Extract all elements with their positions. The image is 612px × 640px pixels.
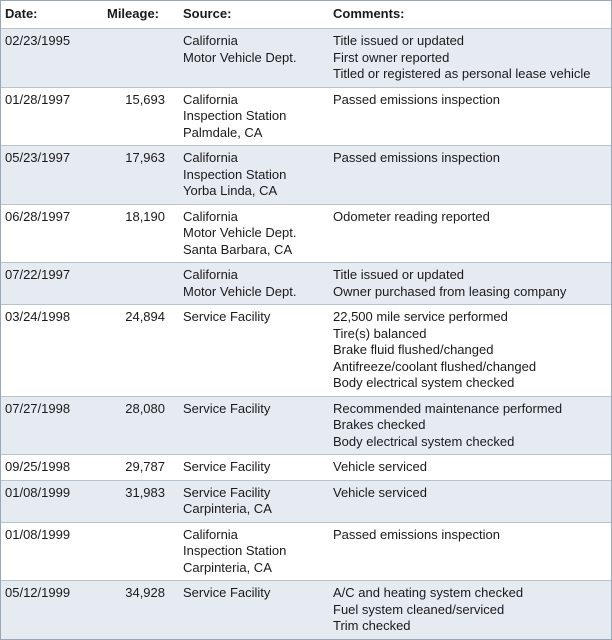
source-line: California [183, 526, 238, 542]
cell-date: 07/27/1998 [1, 396, 87, 455]
comment-line: Titled or registered as personal lease vehicle [333, 66, 591, 81]
comment-line: Recommended maintenance performed [333, 400, 563, 416]
table-header [1, 1, 611, 29]
comment-line: First owner reported [333, 49, 450, 65]
comment-line: Passed emissions inspection [333, 91, 500, 107]
cell-mileage: 17,963 [87, 146, 173, 205]
cell-mileage: 28,080 [87, 396, 173, 455]
comment-line: Passed emissions inspection [333, 150, 500, 165]
comment-line: Vehicle serviced [333, 484, 427, 500]
cell-date: 05/12/1999 [1, 581, 87, 640]
cell-date: 01/08/1999 [1, 522, 87, 581]
cell-mileage: 24,894 [87, 305, 173, 397]
source-line: California [183, 208, 238, 224]
comment-line: Antifreeze/coolant flushed/changed [333, 358, 537, 374]
cell-mileage: 29,787 [87, 455, 173, 481]
cell-mileage [87, 522, 173, 581]
table-row [1, 29, 611, 88]
table-row [1, 522, 611, 581]
cell-source [173, 455, 321, 481]
source-line: California [183, 150, 238, 165]
cell-date: 07/22/1997 [1, 263, 87, 305]
table-row [1, 455, 611, 481]
source-line: California [183, 91, 238, 107]
comment-line: Title issued or updated [333, 267, 465, 282]
cell-date: 03/24/1998 [1, 305, 87, 397]
table-row [1, 396, 611, 455]
comment-line: 22,500 mile service performed [333, 309, 508, 324]
cell-date: 02/23/1995 [1, 29, 87, 88]
cell-comments [321, 263, 611, 305]
source-line: Service Facility [183, 484, 271, 500]
cell-comments [321, 455, 611, 481]
comment-line: Brake fluid flushed/changed [333, 342, 494, 357]
cell-mileage [87, 263, 173, 305]
cell-comments [321, 204, 611, 263]
cell-comments [321, 87, 611, 146]
cell-date: 01/28/1997 [1, 87, 87, 146]
cell-source [173, 204, 321, 263]
cell-mileage: 34,928 [87, 581, 173, 640]
table-row [1, 305, 611, 397]
cell-date: 09/25/1998 [1, 455, 87, 481]
source-line: Motor Vehicle Dept. [183, 49, 297, 65]
source-line: Service Facility [183, 400, 271, 416]
comment-line: Brakes checked [333, 417, 426, 432]
table-row [1, 480, 611, 522]
source-line: California [183, 267, 238, 282]
source-line: Service Facility [183, 309, 271, 324]
comment-line: Body electrical system checked [333, 375, 515, 390]
header-comments: Comments: [321, 1, 611, 29]
comment-line: Body electrical system checked [333, 433, 515, 449]
cell-source [173, 263, 321, 305]
cell-comments [321, 480, 611, 522]
source-line: Motor Vehicle Dept. [183, 283, 297, 299]
source-line: Motor Vehicle Dept. [183, 225, 297, 240]
source-line: California [183, 33, 238, 48]
cell-comments [321, 396, 611, 455]
cell-comments [321, 305, 611, 397]
cell-date: 06/28/1997 [1, 204, 87, 263]
cell-date: 05/23/1997 [1, 146, 87, 205]
source-line: Palmdale, CA [183, 124, 263, 140]
header-row [1, 1, 611, 29]
cell-source [173, 146, 321, 205]
source-line: Carpinteria, CA [183, 501, 272, 516]
cell-source [173, 396, 321, 455]
table-row [1, 146, 611, 205]
cell-mileage: 31,983 [87, 480, 173, 522]
comment-line: Trim checked [333, 618, 411, 633]
source-line: Inspection Station [183, 166, 287, 182]
comment-line: Owner purchased from leasing company [333, 283, 567, 299]
cell-mileage [87, 29, 173, 88]
cell-comments [321, 522, 611, 581]
cell-comments [321, 146, 611, 205]
table-row [1, 87, 611, 146]
vehicle-history-table [1, 1, 611, 640]
cell-mileage: 18,190 [87, 204, 173, 263]
table-row [1, 581, 611, 640]
table-row [1, 263, 611, 305]
cell-source [173, 522, 321, 581]
source-line: Inspection Station [183, 543, 287, 558]
comment-line: Passed emissions inspection [333, 526, 500, 542]
comment-line: Fuel system cleaned/serviced [333, 601, 505, 617]
comment-line: Odometer reading reported [333, 208, 490, 224]
header-mileage: Mileage: [87, 1, 173, 29]
cell-comments [321, 29, 611, 88]
cell-source [173, 480, 321, 522]
comment-line: Tire(s) balanced [333, 325, 427, 341]
cell-source [173, 29, 321, 88]
header-date: Date: [1, 1, 87, 29]
comment-line: Vehicle serviced [333, 459, 427, 474]
source-line: Inspection Station [183, 108, 287, 123]
comment-line: Title issued or updated [333, 33, 465, 48]
cell-source [173, 305, 321, 397]
source-line: Yorba Linda, CA [183, 183, 278, 198]
cell-mileage: 15,693 [87, 87, 173, 146]
cell-source [173, 581, 321, 640]
header-source: Source: [173, 1, 321, 29]
cell-comments [321, 581, 611, 640]
comment-line: A/C and heating system checked [333, 585, 524, 600]
cell-source [173, 87, 321, 146]
source-line: Carpinteria, CA [183, 559, 272, 575]
source-line: Service Facility [183, 459, 271, 474]
source-line: Service Facility [183, 585, 271, 600]
table-row [1, 204, 611, 263]
table-body [1, 29, 611, 640]
cell-date: 01/08/1999 [1, 480, 87, 522]
source-line: Santa Barbara, CA [183, 241, 293, 257]
